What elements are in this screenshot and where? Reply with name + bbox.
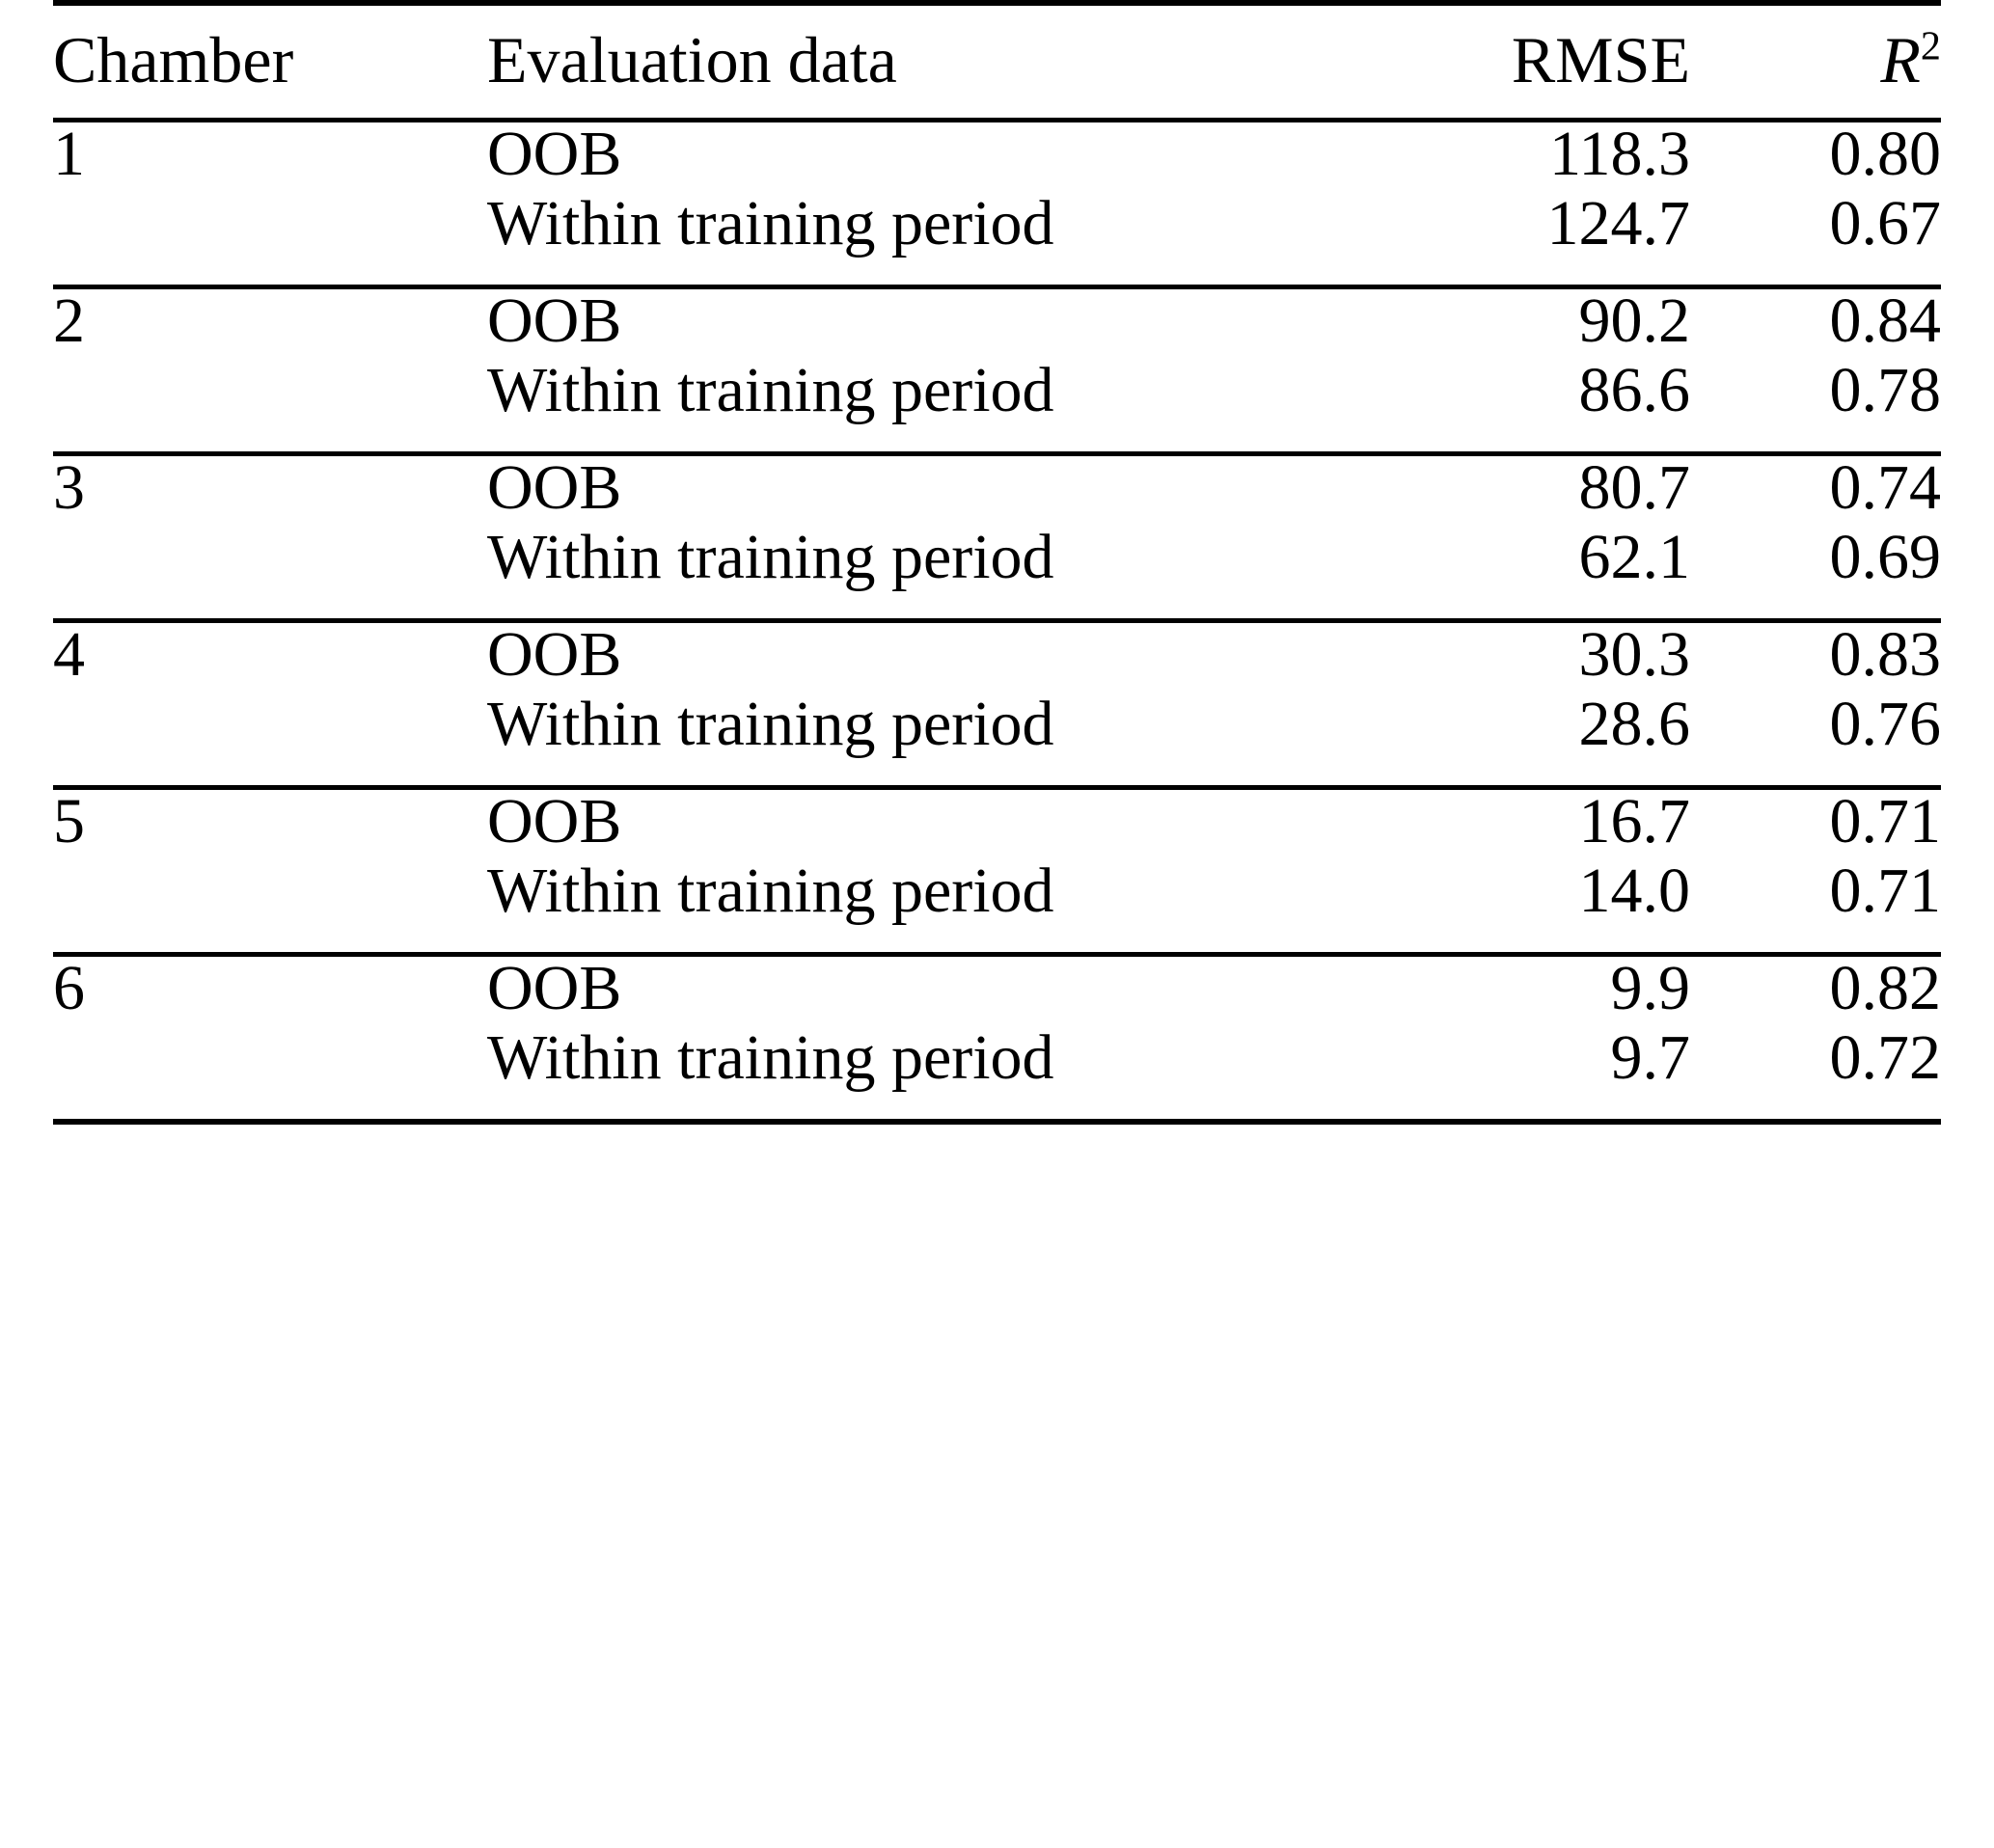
r2-base: R — [1880, 23, 1921, 96]
cell-r2: 0.67 — [1829, 188, 1941, 258]
cell-rmse: 9.9 — [1610, 953, 1690, 1023]
column-header-r2 — [1690, 6, 1941, 121]
table-row — [53, 122, 1941, 186]
cell-rmse: 80.7 — [1578, 452, 1690, 523]
cell-chamber-empty — [53, 854, 487, 955]
cell-rmse: 9.7 — [1610, 1022, 1690, 1093]
cell-rmse: 14.0 — [1578, 856, 1690, 926]
table-header — [53, 3, 1941, 122]
cell-r2: 0.80 — [1829, 119, 1941, 189]
cell-evaluation-data: Within training period — [487, 355, 1054, 425]
cell-chamber: 4 — [53, 619, 85, 690]
cell-rmse: 30.3 — [1578, 619, 1690, 690]
table-row — [53, 520, 1941, 621]
cell-chamber: 5 — [53, 786, 85, 856]
cell-chamber-empty — [53, 520, 487, 621]
cell-r2: 0.82 — [1829, 953, 1941, 1023]
r2-exponent: 2 — [1920, 23, 1941, 69]
cell-r2: 0.78 — [1829, 355, 1941, 425]
table-row — [53, 1020, 1941, 1122]
table-row — [53, 456, 1941, 520]
cell-chamber: 3 — [53, 452, 85, 523]
table-body — [53, 119, 1941, 1125]
cell-rmse: 90.2 — [1578, 285, 1690, 356]
table-row — [53, 957, 1941, 1020]
table-row — [53, 186, 1941, 287]
table-row — [53, 854, 1941, 955]
cell-evaluation-data: OOB — [487, 119, 622, 189]
cell-rmse: 86.6 — [1578, 355, 1690, 425]
cell-evaluation-data: OOB — [487, 619, 622, 690]
cell-evaluation-data: Within training period — [487, 522, 1054, 592]
model-performance-table — [53, 0, 1941, 1125]
cell-r2: 0.72 — [1829, 1022, 1941, 1093]
cell-evaluation-data: Within training period — [487, 856, 1054, 926]
cell-rmse: 124.7 — [1546, 188, 1690, 258]
cell-chamber: 6 — [53, 953, 85, 1023]
cell-rmse: 28.6 — [1578, 689, 1690, 759]
cell-evaluation-data: OOB — [487, 452, 622, 523]
cell-chamber-empty — [53, 186, 487, 287]
cell-evaluation-data: Within training period — [487, 1022, 1054, 1093]
cell-chamber: 2 — [53, 285, 85, 356]
cell-rmse: 118.3 — [1548, 119, 1690, 189]
table-row — [53, 790, 1941, 854]
cell-evaluation-data: Within training period — [487, 188, 1054, 258]
cell-evaluation-data: Within training period — [487, 689, 1054, 759]
cell-evaluation-data: OOB — [487, 285, 622, 356]
table-row — [53, 687, 1941, 788]
table-row — [53, 289, 1941, 353]
cell-rmse: 62.1 — [1578, 522, 1690, 592]
header-row — [53, 6, 1941, 121]
cell-evaluation-data: OOB — [487, 953, 622, 1023]
cell-r2: 0.69 — [1829, 522, 1941, 592]
column-header-evaluation-data: Evaluation data — [487, 23, 897, 96]
cell-r2: 0.71 — [1829, 856, 1941, 926]
cell-r2: 0.76 — [1829, 689, 1941, 759]
cell-r2: 0.84 — [1829, 285, 1941, 356]
column-header-rmse: RMSE — [1511, 23, 1690, 96]
cell-r2: 0.74 — [1829, 452, 1941, 523]
table-row — [53, 623, 1941, 687]
cell-r2: 0.83 — [1829, 619, 1941, 690]
cell-chamber-empty — [53, 1020, 487, 1122]
cell-chamber-empty — [53, 687, 487, 788]
column-header-chamber: Chamber — [53, 23, 294, 96]
cell-rmse: 16.7 — [1578, 786, 1690, 856]
cell-r2: 0.71 — [1829, 786, 1941, 856]
cell-evaluation-data: OOB — [487, 786, 622, 856]
rule-bottom — [53, 1122, 1941, 1125]
cell-chamber: 1 — [53, 119, 85, 189]
r2-label — [1880, 23, 1941, 96]
table-row — [53, 353, 1941, 454]
cell-chamber-empty — [53, 353, 487, 454]
